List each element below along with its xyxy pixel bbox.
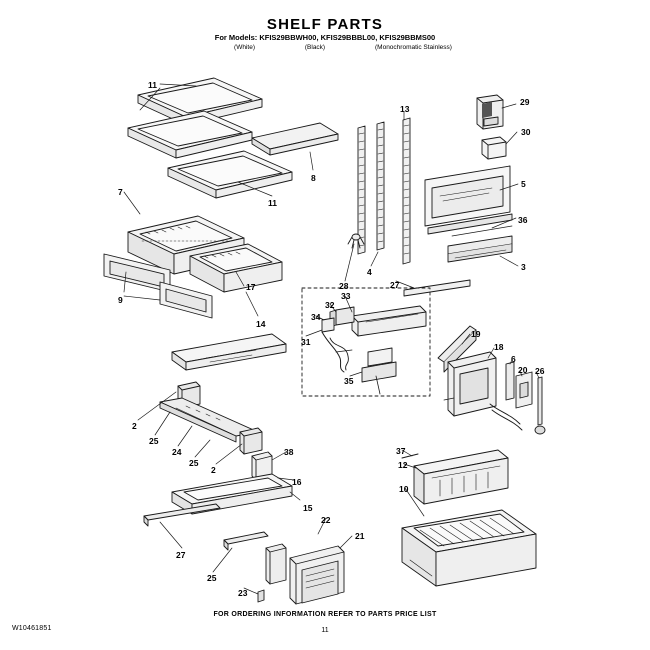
- part-bin-12: [414, 450, 508, 504]
- part-drawer-10: [402, 510, 536, 586]
- part-rail-3: [448, 236, 512, 262]
- callout-37: 37: [396, 446, 406, 456]
- callout-24: 24: [172, 447, 182, 457]
- page-number: 11: [321, 627, 329, 634]
- part-bracket-2-lower: [240, 428, 262, 454]
- callout-25: 25: [189, 458, 199, 468]
- callout-5: 5: [521, 179, 526, 189]
- callout-35: 35: [344, 376, 354, 386]
- callout-2: 2: [211, 465, 216, 475]
- part-housing-18: [444, 352, 496, 416]
- callout-26: 26: [535, 366, 545, 376]
- callout-13: 13: [400, 104, 410, 114]
- footer-note: FOR ORDERING INFORMATION REFER TO PARTS PRICE LIST: [213, 611, 437, 618]
- color-black-label: (Black): [304, 44, 326, 51]
- document-code: W10461851: [12, 625, 52, 632]
- callout-12: 12: [398, 460, 408, 470]
- callout-11: 11: [268, 198, 277, 208]
- part-screw-23: [258, 590, 264, 602]
- page-title: SHELF PARTS: [266, 16, 384, 33]
- part-panel-21: [290, 546, 344, 604]
- callout-2: 2: [132, 421, 137, 431]
- callout-8: 8: [311, 173, 316, 183]
- part-bracket-20: [516, 372, 532, 408]
- callout-10: 10: [399, 484, 409, 494]
- callout-14: 14: [256, 319, 266, 329]
- callout-23: 23: [238, 588, 248, 598]
- part-29-module: [477, 95, 503, 129]
- callout-7: 7: [118, 187, 123, 197]
- color-stainless-label: (Monochromatic Stainless): [375, 44, 452, 51]
- callout-22: 22: [321, 515, 331, 525]
- callout-25: 25: [207, 573, 217, 583]
- part-shelf-11-middle: [128, 111, 252, 158]
- part-shelf-8: [252, 123, 338, 155]
- callout-36: 36: [518, 215, 528, 225]
- callout-27: 27: [390, 280, 400, 290]
- callout-30: 30: [521, 127, 531, 137]
- part-30-cover: [482, 137, 506, 159]
- part-screw-26: [535, 377, 545, 434]
- model-list: For Models: KFIS29BBWH00, KFIS29BBBL00, KFIS29BBMS00: [214, 33, 436, 42]
- part-rail-25-lower: [224, 532, 268, 550]
- callout-27: 27: [176, 550, 186, 560]
- callout-20: 20: [518, 365, 528, 375]
- callout-18: 18: [494, 342, 504, 352]
- callout-17: 17: [246, 282, 256, 292]
- callout-3: 3: [521, 262, 526, 272]
- callout-4: 4: [367, 267, 372, 277]
- callout-16: 16: [292, 477, 302, 487]
- callout-34: 34: [311, 312, 321, 322]
- callout-6: 6: [511, 354, 516, 364]
- part-rail-13-c: [403, 118, 410, 264]
- callout-31: 31: [301, 337, 311, 347]
- part-wire-31: [322, 332, 352, 372]
- part-bracket-35: [362, 348, 396, 394]
- callout-32: 32: [325, 300, 335, 310]
- part-bracket-6: [506, 362, 514, 400]
- callout-28: 28: [339, 281, 349, 291]
- part-drawer-front-9-lower: [160, 282, 212, 318]
- callout-9: 9: [118, 295, 123, 305]
- callout-33: 33: [341, 291, 351, 301]
- color-white-label: (White): [234, 44, 255, 51]
- part-icemaker-33: [352, 306, 426, 336]
- part-rail-13-b: [377, 122, 384, 250]
- callout-15: 15: [303, 503, 313, 513]
- part-shelf-glass-large: [172, 334, 286, 370]
- part-shelf-11-lower: [168, 151, 292, 198]
- callout-29: 29: [520, 97, 530, 107]
- callout-38: 38: [284, 447, 294, 457]
- part-bracket-22: [266, 544, 286, 584]
- callout-21: 21: [355, 531, 365, 541]
- callout-19: 19: [471, 329, 481, 339]
- callout-11: 11: [148, 80, 157, 90]
- callout-25: 25: [149, 436, 159, 446]
